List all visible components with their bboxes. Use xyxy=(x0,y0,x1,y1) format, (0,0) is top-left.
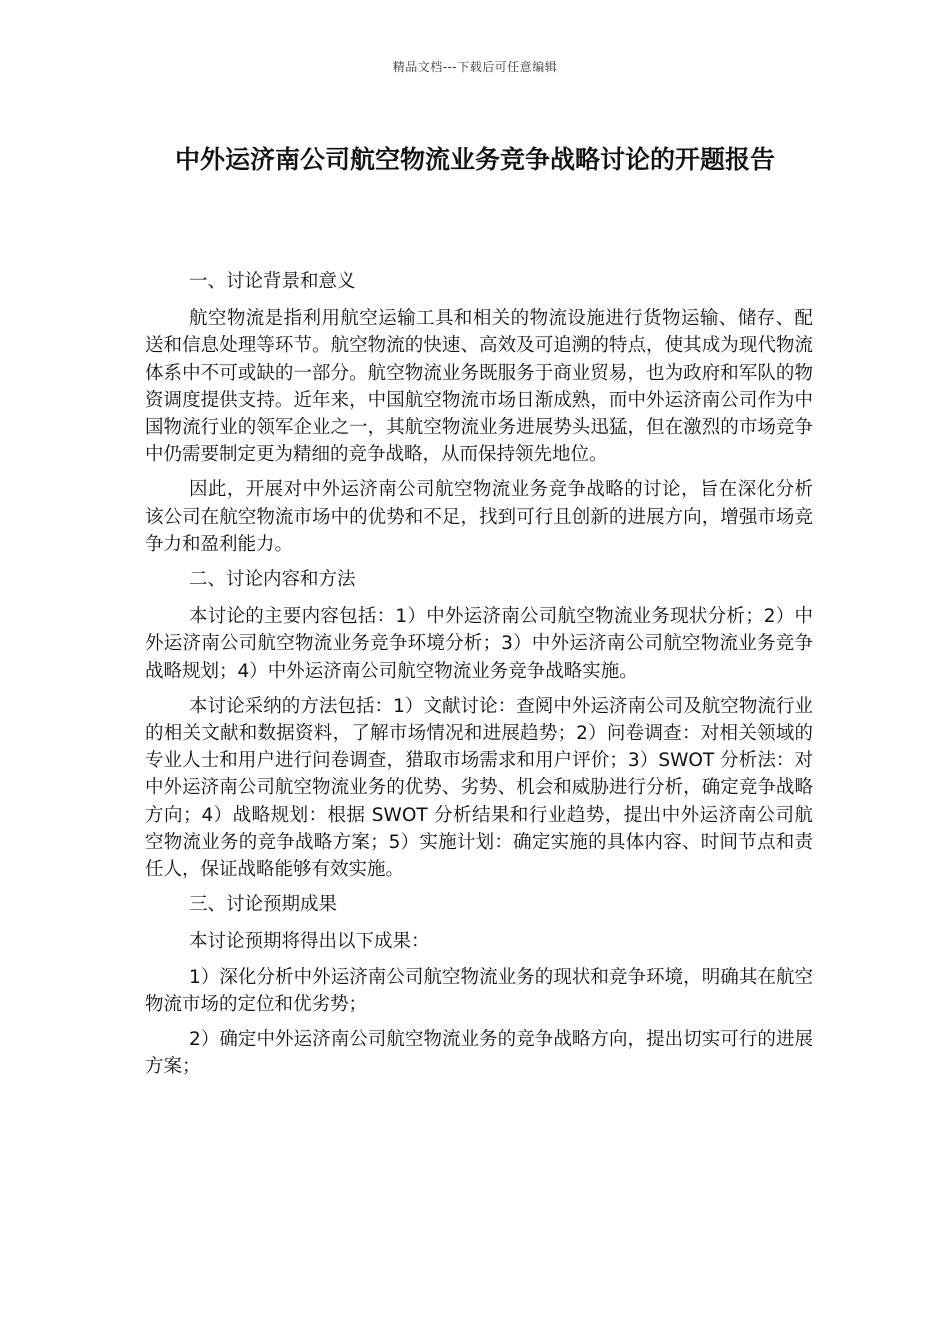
paragraph: 因此，开展对中外运济南公司航空物流业务竞争战略的讨论，旨在深化分析该公司在航空物流市场中的优势和不足，找到可行且创新的进展方向，增强市场竞争力和盈利能力。 xyxy=(145,479,813,555)
paragraph: 航空物流是指利用航空运输工具和相关的物流设施进行货物运输、储存、配送和信息处理等环节。航空物流的快速、高效及可追溯的特点，使其成为现代物流体系中不可或缺的一部分。航空物流业务既服务于商业贸易，也为政府和军队的物资调度提供支持。近年来，中国航空物流市场日渐成熟，而中外运济南公司作为中国物流行业的领军企业之一，其航空物流业务进展势头迅猛，但在激烈的市场竞争中仍需要制定更为精细的竞争战略，从而保持领先地位。 xyxy=(145,308,813,466)
paragraph: 本讨论的主要内容包括：1）中外运济南公司航空物流业务现状分析；2）中外运济南公司航空物流业务竞争环境分析；3）中外运济南公司航空物流业务竞争战略规划；4）中外运济南公司航空物流业务竞争战略实施。 xyxy=(145,606,813,682)
section-heading: 一、讨论背景和意义 xyxy=(189,271,356,292)
section-heading: 三、讨论预期成果 xyxy=(189,894,338,916)
section-expected-results xyxy=(145,891,813,1080)
section-heading: 二、讨论内容和方法 xyxy=(189,569,356,591)
document-title: 中外运济南公司航空物流业务竞争战略讨论的开题报告 xyxy=(174,145,775,174)
paragraph: 本讨论采纳的方法包括：1）文献讨论：查阅中外运济南公司及航空物流行业的相关文献和数据资料，了解市场情况和进展趋势；2）问卷调查：对相关领域的专业人士和用户进行问卷调查，猎取市场需求和用户评价；3）SWOT 分析法：对中外运济南公司航空物流业务的优势、劣势、机会和威胁进行分析，确定竞争战略方向；4）战略规划：根据 SWOT 分析结果和行业趋势，提出中外运济南公司航空物流业务的竞争战略方案；5）实施计划：确定实施的具体内容、时间节点和责任人，保证战略能够有效实施。 xyxy=(145,695,813,881)
header-note: 精品文档---下载后可任意编辑 xyxy=(392,60,558,74)
paragraph: 1）深化分析中外运济南公司航空物流业务的现状和竞争环境，明确其在航空物流市场的定位和优劣势； xyxy=(145,966,813,1015)
document-body xyxy=(145,268,813,1088)
paragraph: 本讨论预期将得出以下成果： xyxy=(189,931,430,953)
paragraph: 2）确定中外运济南公司航空物流业务的竞争战略方向，提出切实可行的进展方案； xyxy=(145,1029,813,1078)
section-background xyxy=(145,268,813,558)
section-content-methods xyxy=(145,566,813,883)
